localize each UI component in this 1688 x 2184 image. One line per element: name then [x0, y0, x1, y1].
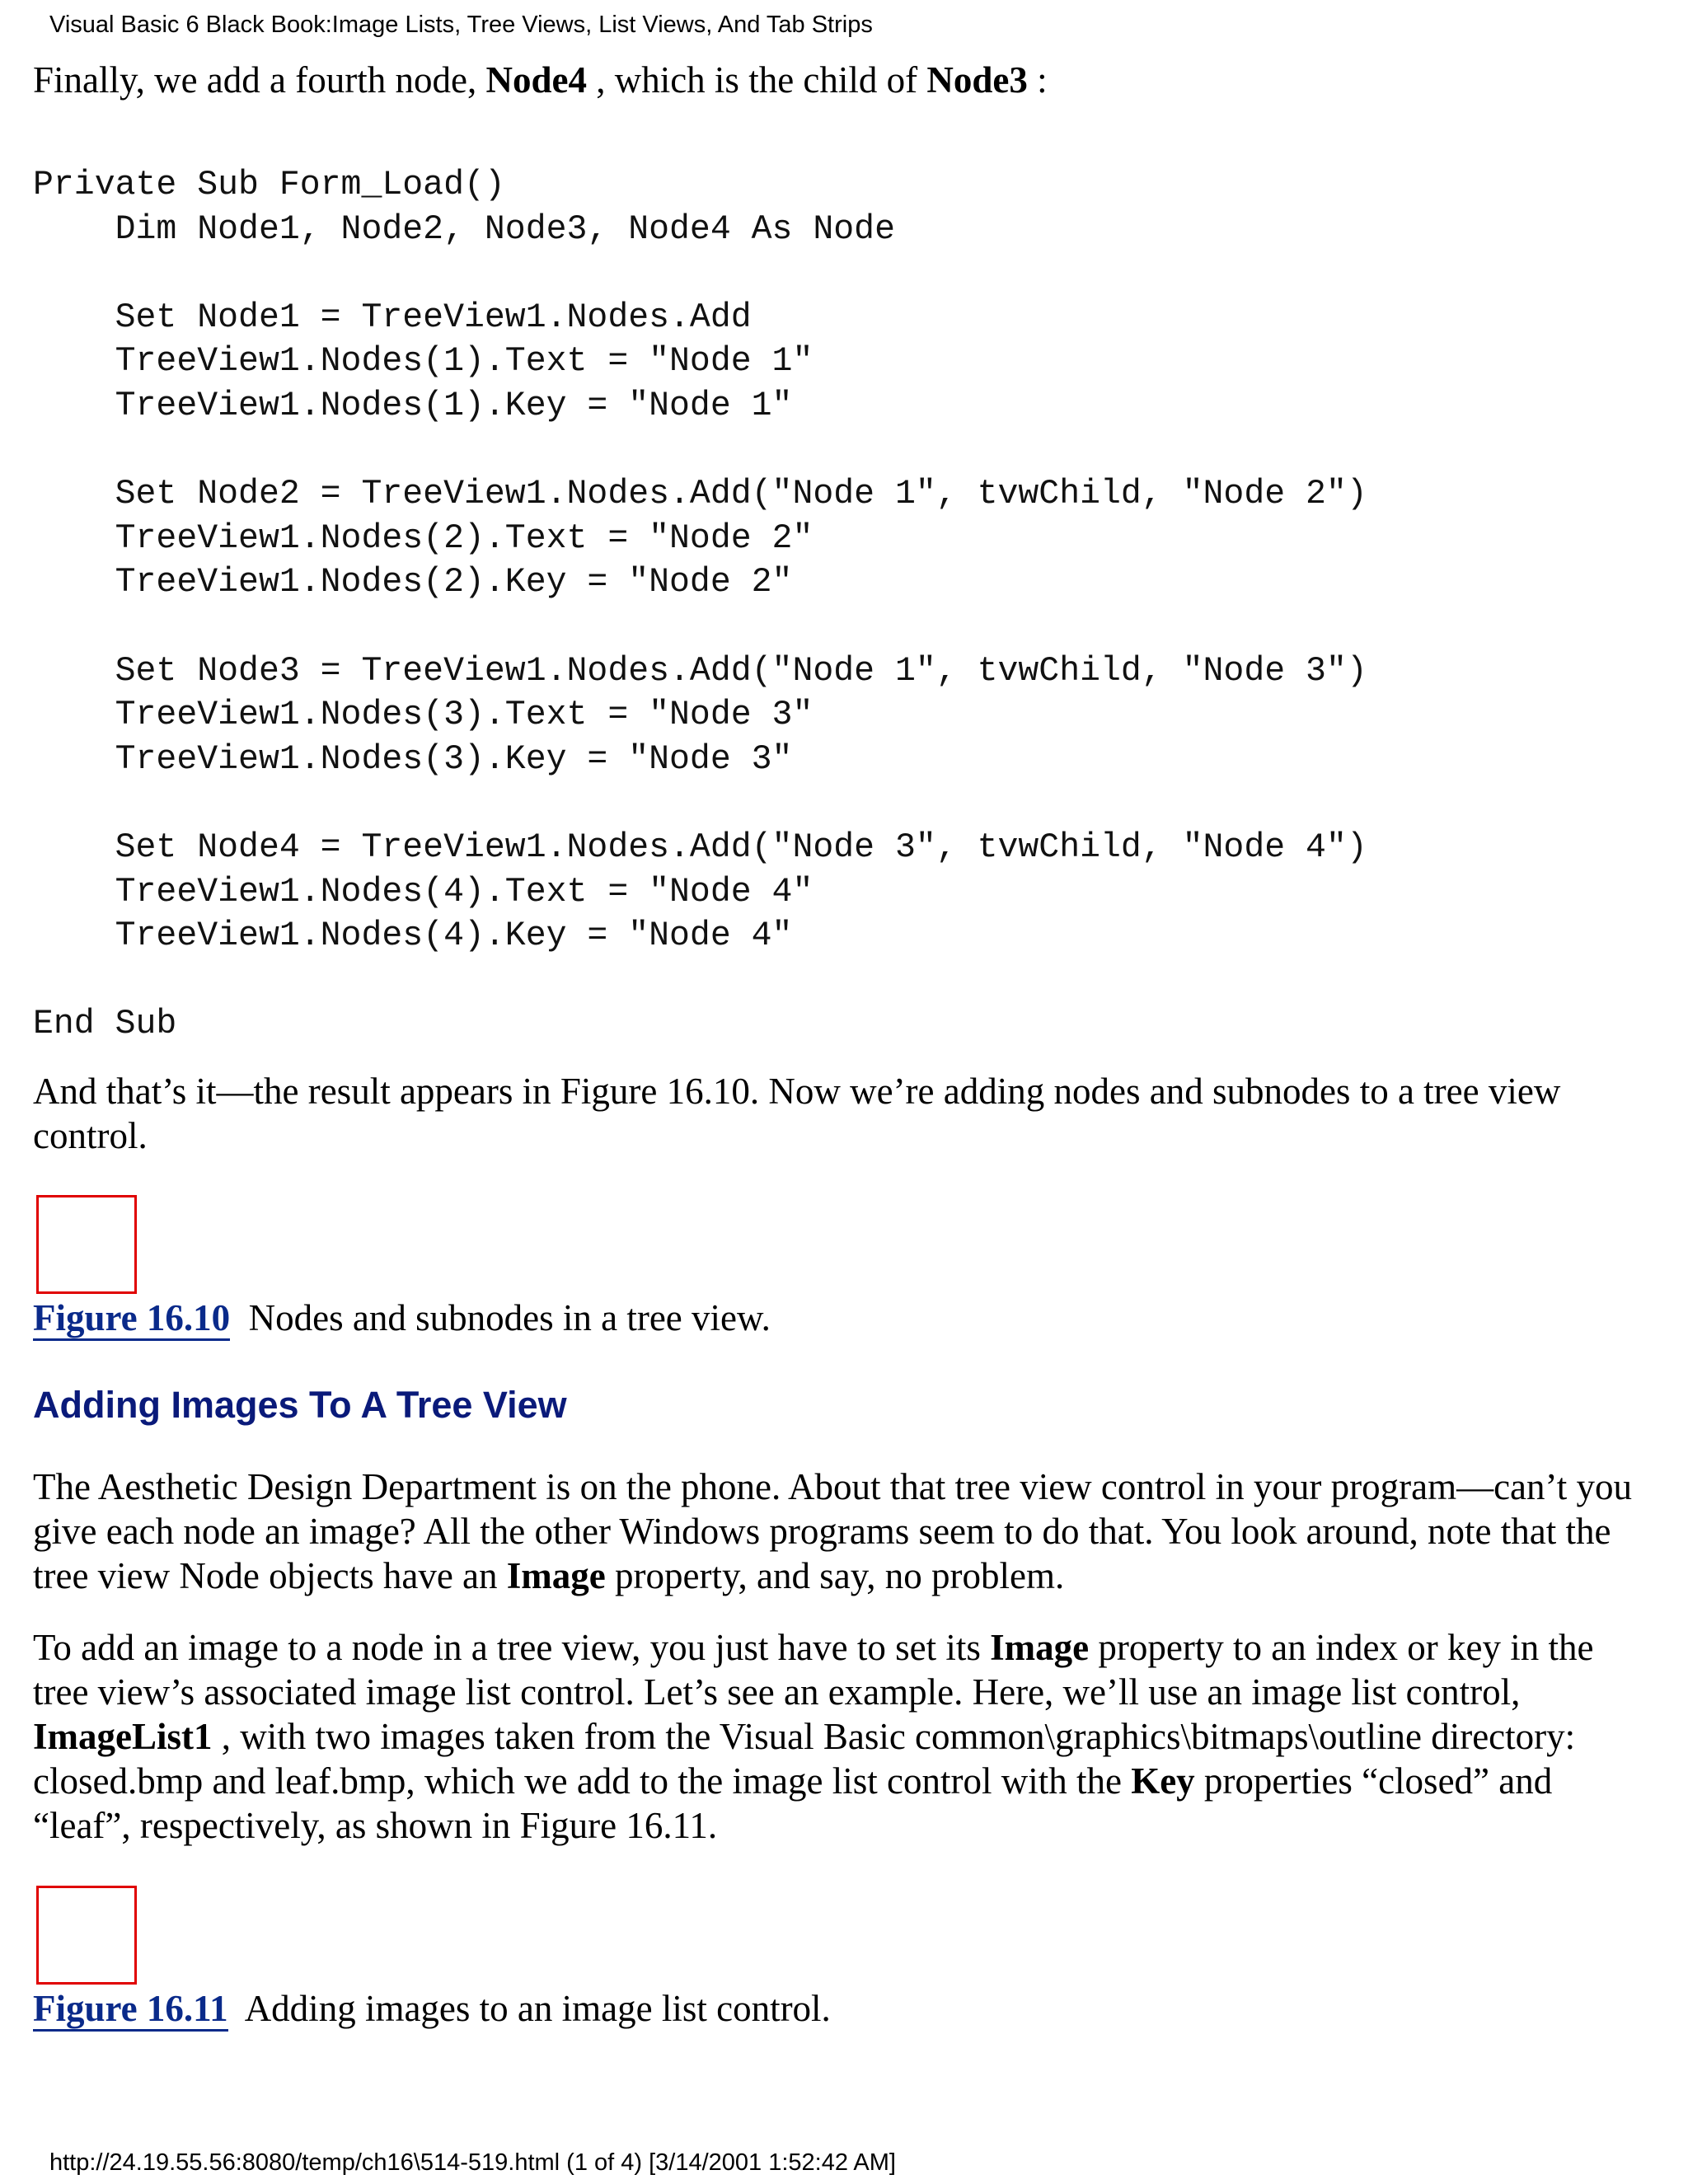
intro-paragraph	[33, 58, 1657, 102]
intro-node4: Node4	[485, 59, 587, 101]
figure-16-10-caption	[33, 1296, 771, 1341]
aesthetic-paragraph	[33, 1465, 1657, 1598]
howto-text-4: properties “closed” and “leaf”, respectively, as shown in Figure 16.11.	[33, 1760, 1553, 1846]
figure-16-10-image	[36, 1195, 137, 1294]
intro-node3: Node3	[926, 59, 1028, 101]
figure-16-11-caption-text: Adding images to an image list control.	[227, 1988, 831, 2029]
section-heading: Adding Images To A Tree View	[33, 1384, 567, 1426]
figure-16-11-image	[36, 1886, 137, 1985]
aesthetic-image-bold: Image	[506, 1555, 606, 1596]
figure-16-10-caption-text: Nodes and subnodes in a tree view.	[230, 1297, 771, 1338]
result-paragraph: And that’s it—the result appears in Figure 16.10. Now we’re adding nodes and subnodes to a tree view control.	[33, 1071, 1561, 1156]
howto-key-bold: Key	[1131, 1760, 1195, 1802]
aesthetic-text-2: property, and say, no problem.	[605, 1555, 1065, 1596]
intro-text-2: , which is the child of	[586, 59, 927, 101]
howto-text-1: To add an image to a node in a tree view, you just have to set its	[33, 1627, 991, 1668]
code-block: Private Sub Form_Load() Dim Node1, Node2, Node3, Node4 As Node Set Node1 = TreeView1.Nodes.Add TreeView1.Nodes(1).Text = "Node 1" TreeView1.Nodes(1).Key = "Node 1" Set Node2 = TreeView1.Nodes.Add("Node 1", tvwChild, "Node 2") TreeView1.Nodes(2).Text = "Node 2" TreeView1.Nodes(2).Key = "Node 2" Set Node3 = TreeView1.Nodes.Add("Node 1", tvwChild, "Node 3") TreeView1.Nodes(3).Text = "Node 3" TreeView1.Nodes(3).Key = "Node 3" Set Node4 = TreeView1.Nodes.Add("Node 3", tvwChild, "Node 4") TreeView1.Nodes(4).Text = "Node 4" TreeView1.Nodes(4).Key = "Node 4" End Sub	[33, 166, 1367, 1044]
page-footer-url: http://24.19.55.56:8080/temp/ch16\514-519.html (1 of 4) [3/14/2001 1:52:42 AM]	[49, 2149, 896, 2176]
howto-paragraph	[33, 1625, 1657, 1848]
howto-text-2: property to an index or key in the tree view’s associated image list control. Let’s see an example. Here, we’ll use an image list control,	[33, 1627, 1594, 1713]
intro-text-3: :	[1027, 59, 1048, 101]
figure-16-11-link[interactable]: Figure 16.11	[33, 1988, 228, 2032]
howto-text-3: , with two images taken from the Visual Basic common\graphics\bitmaps\outline directory: closed.bmp and leaf.bmp, which we add to the image list control with the	[33, 1716, 1576, 1802]
figure-16-11-caption	[33, 1986, 831, 2032]
intro-text-1: Finally, we add a fourth node,	[33, 59, 486, 101]
aesthetic-text-1: The Aesthetic Design Department is on the phone. About that tree view control in your program—can’t you give each node an image? All the other Windows programs seem to do that. You look around, note that the tree view Node objects have an	[33, 1466, 1632, 1596]
howto-image-bold: Image	[990, 1627, 1090, 1668]
howto-imagelist-bold: ImageList1	[33, 1716, 213, 1757]
page-header-title: Visual Basic 6 Black Book:Image Lists, Tree Views, List Views, And Tab Strips	[49, 12, 873, 38]
figure-16-10-link[interactable]: Figure 16.10	[33, 1297, 230, 1341]
